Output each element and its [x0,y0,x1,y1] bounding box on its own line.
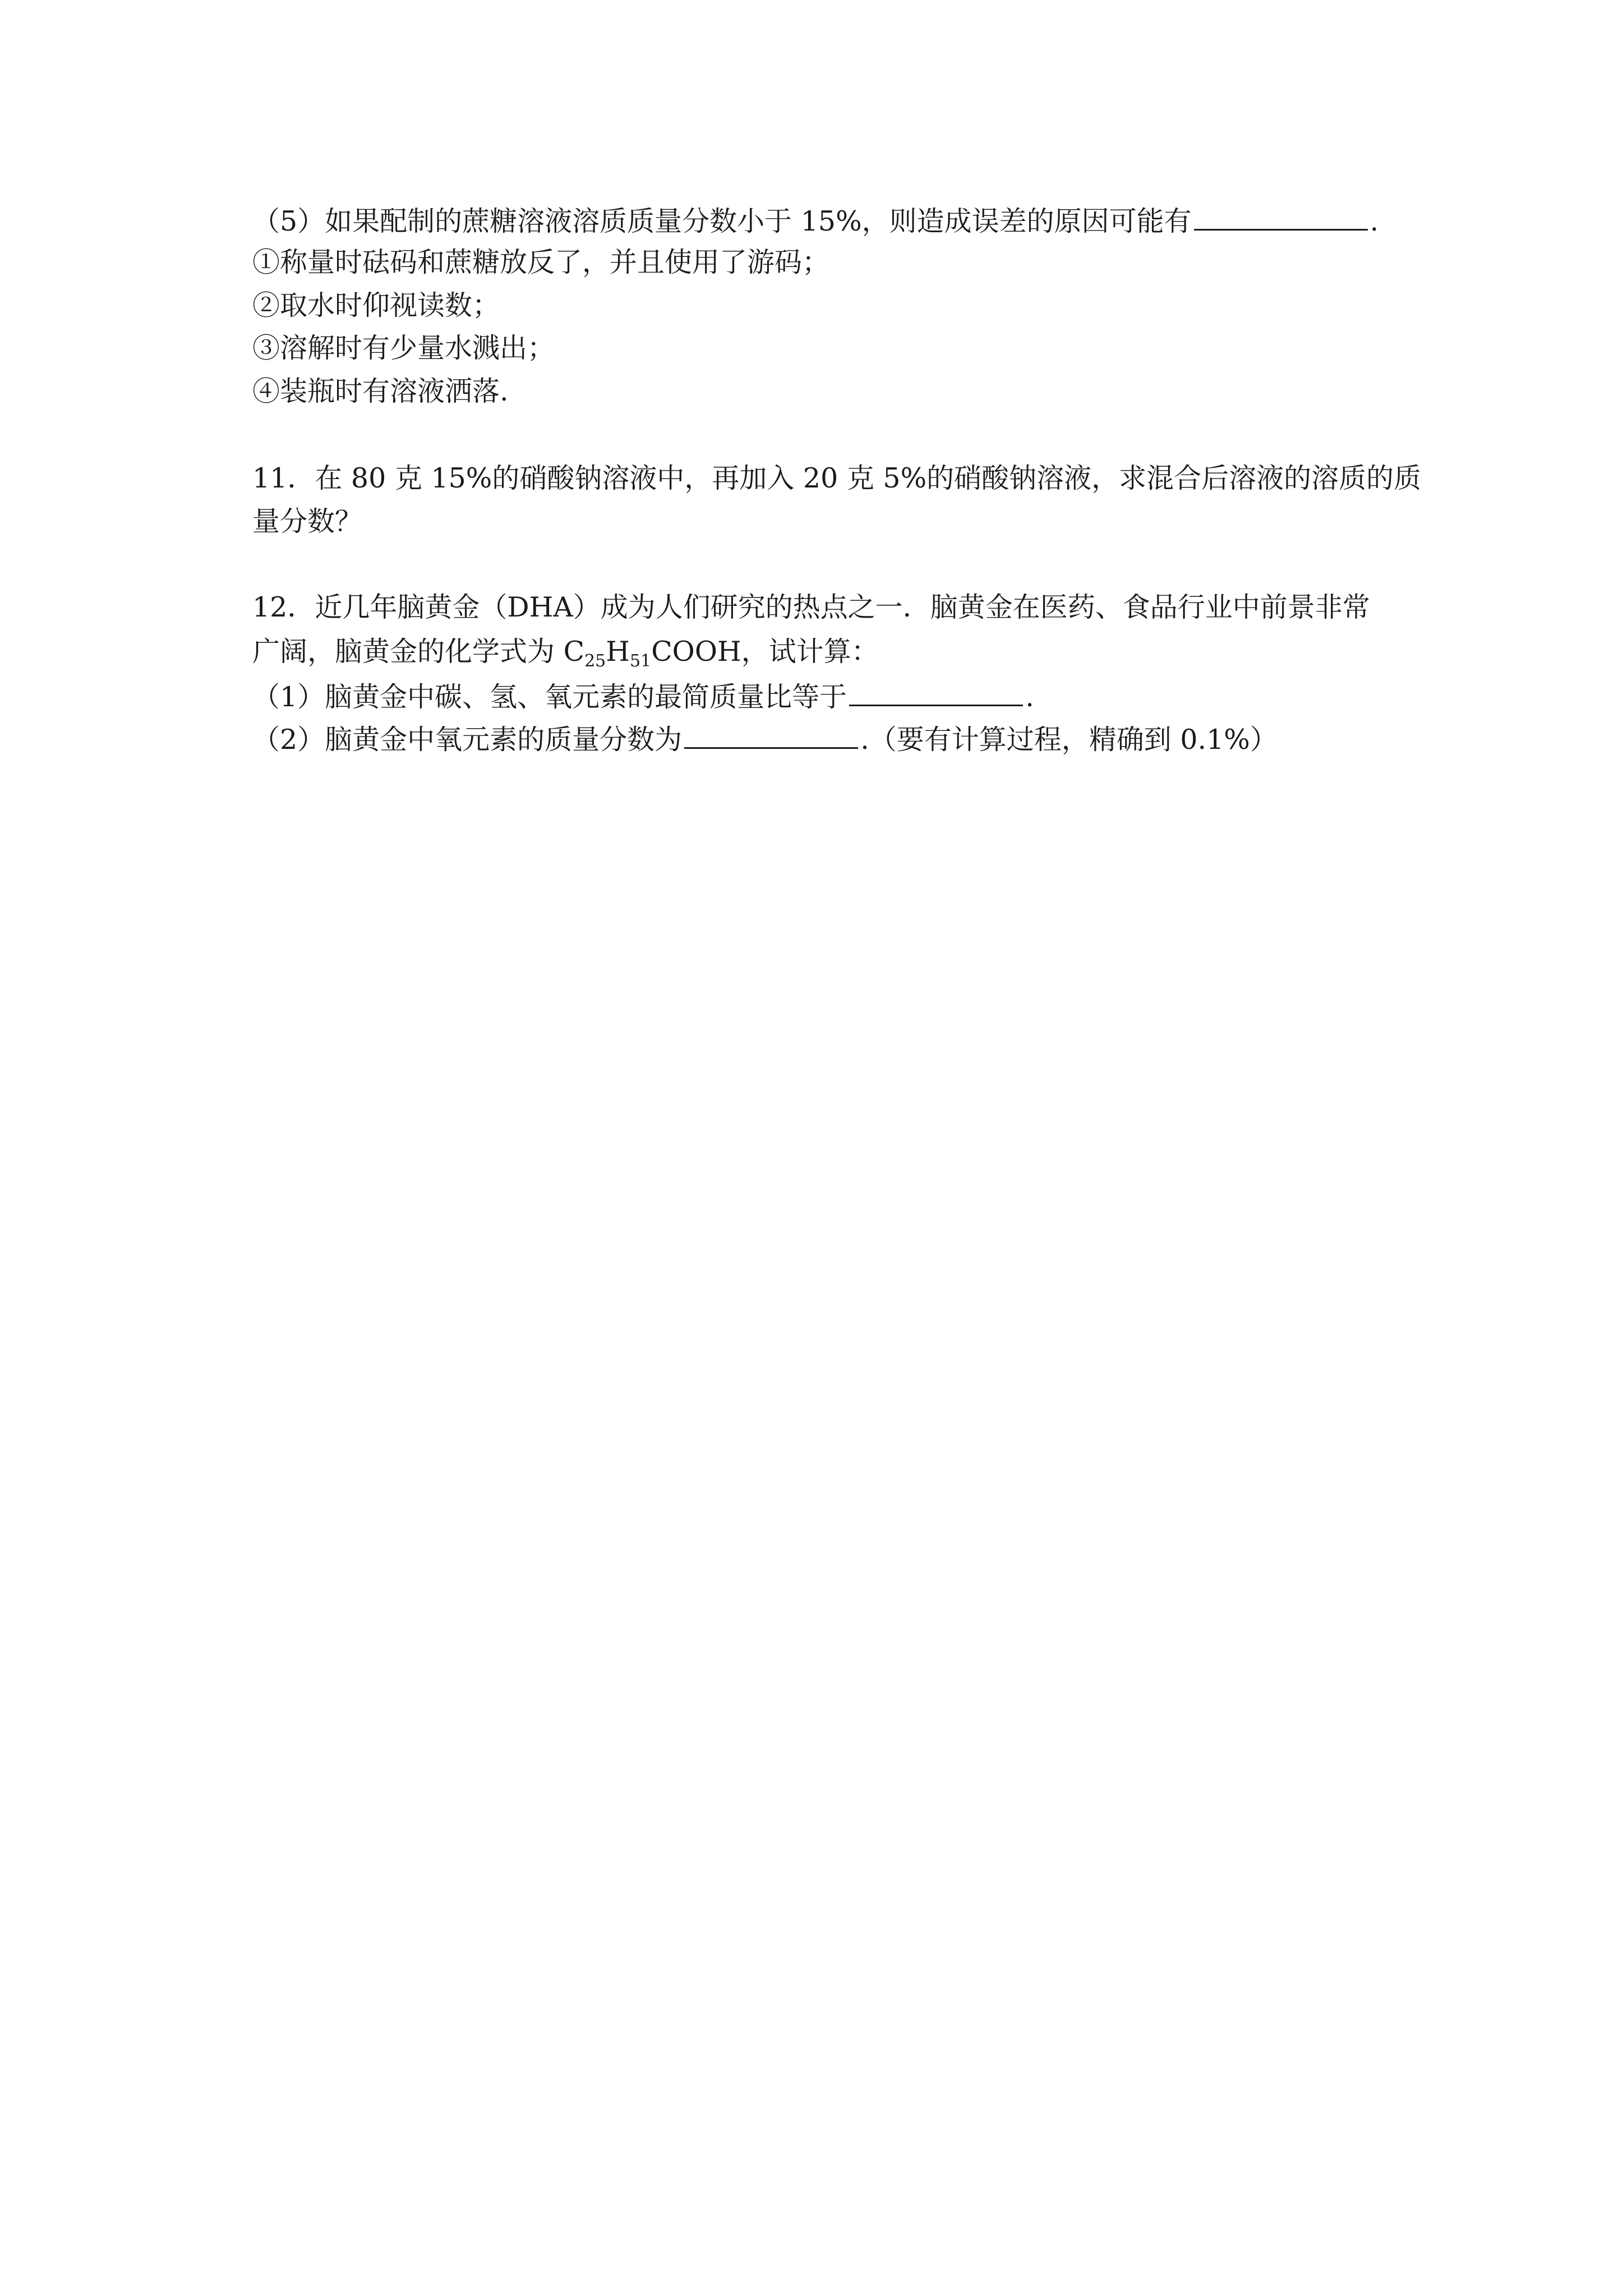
q12-part1-line [252,678,1034,714]
q10-option-1: ①称量时砝码和蔗糖放反了，并且使用了游码； [252,246,830,278]
q12-part2-text: （2）脑黄金中氧元素的质量分数为 [252,724,683,756]
q12-line-2-prefix: 广阔，脑黄金的化学式为 C [252,636,585,668]
q10-part5-line [252,202,1378,238]
q12-formula-sub-51: 51 [630,651,652,671]
q12-part1-text: （1）脑黄金中碳、氢、氧元素的最简质量比等于 [252,681,847,713]
q11-line-1: 11．在 80 克 15%的硝酸钠溶液中，再加入 20 克 5%的硝酸钠溶液，求混合后溶液的溶质的质 [252,462,1422,494]
q12-part2-end: .（要有计算过程，精确到 0.1%） [860,724,1278,756]
answer-blank[interactable] [1194,202,1368,231]
q11-line-2: 量分数？ [252,505,363,537]
answer-blank[interactable] [684,720,858,749]
q10-part5-end: . [1370,205,1379,237]
q12-part2-line [252,720,1278,757]
q10-option-3: ③溶解时有少量水溅出； [252,332,555,364]
q12-formula-h: H [606,636,630,668]
q10-option-4: ④装瓶时有溶液洒落. [252,375,509,407]
q12-line-2 [252,635,879,669]
q12-line-2-suffix: COOH，试计算： [651,636,879,668]
q12-line-1: 12．近几年脑黄金（DHA）成为人们研究的热点之一．脑黄金在医药、食品行业中前景非常 [252,591,1370,623]
q12-formula-sub-25: 25 [584,651,606,671]
q12-part1-end: . [1025,681,1034,713]
q10-option-2: ②取水时仰视读数； [252,289,500,321]
q10-part5-text: （5）如果配制的蔗糖溶液溶质质量分数小于 15%，则造成误差的原因可能有 [252,205,1192,237]
answer-blank[interactable] [849,678,1023,706]
